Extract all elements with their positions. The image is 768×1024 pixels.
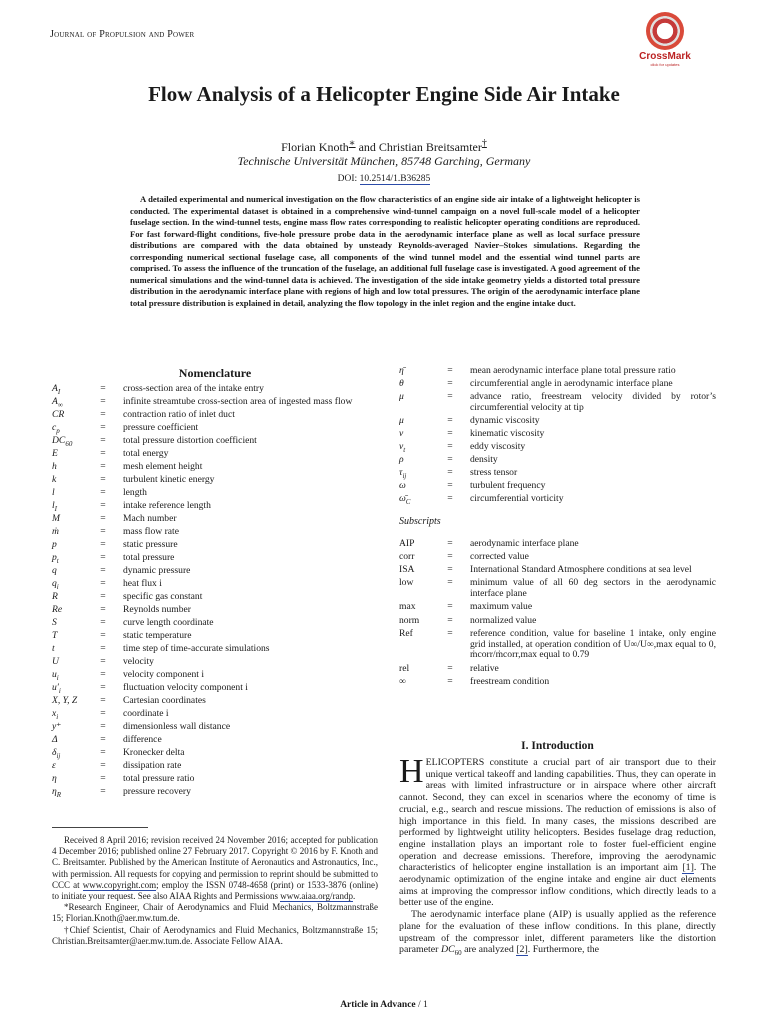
nomenclature-equals: = — [100, 773, 106, 784]
nomenclature-definition: Reynolds number — [123, 604, 191, 615]
doi-line — [0, 174, 768, 184]
nomenclature-equals: = — [100, 591, 106, 602]
footer-label: Article in Advance — [340, 1000, 416, 1010]
author-1: Florian Knoth — [281, 140, 349, 154]
nomenclature-greek-definition: eddy viscosity — [470, 440, 526, 452]
subscripts-heading: Subscripts — [399, 515, 441, 527]
nomenclature-symbol: Re — [52, 604, 63, 615]
subscript-definition: maximum value — [470, 601, 533, 613]
footnote-received — [52, 835, 378, 902]
author-line — [0, 138, 768, 155]
nomenclature-greek-equals: = — [447, 414, 453, 426]
subscript-equals: = — [447, 601, 453, 613]
nomenclature-symbol: $c_p$ — [52, 422, 60, 435]
nomenclature-greek-equals: = — [447, 391, 453, 402]
aiaa-permissions-link[interactable]: www.aiaa.org/randp — [280, 891, 353, 902]
nomenclature-symbol: $u_i$ — [52, 669, 59, 682]
nomenclature-left-column — [52, 384, 378, 814]
paper-title: Flow Analysis of a Helicopter Engine Side Air Intake — [148, 82, 620, 106]
nomenclature-symbol: $\eta_R$ — [52, 786, 62, 799]
nomenclature-greek-definition: kinematic viscosity — [470, 427, 545, 439]
subscript-definition: normalized value — [470, 614, 537, 626]
subscript-equals: = — [447, 675, 453, 687]
nomenclature-equals: = — [100, 721, 106, 732]
nomenclature-definition: length — [123, 487, 147, 498]
nomenclature-greek-equals: = — [447, 427, 453, 439]
nomenclature-greek-equals: = — [447, 453, 453, 465]
nomenclature-symbol: E — [52, 448, 58, 459]
nomenclature-equals: = — [100, 448, 106, 459]
crossmark-badge[interactable] — [632, 12, 698, 70]
nomenclature-definition: pressure recovery — [123, 786, 191, 797]
nomenclature-equals: = — [100, 565, 106, 576]
subscript-symbol: rel — [399, 662, 410, 674]
subscript-symbol: ∞ — [399, 675, 406, 687]
intro-text-2a: The aerodynamic interface plane (AIP) is usually applied as the reference plane for the evaluation of these inflow conditions. In this plane, directly upstream of the compressor inlet, different parameters like the distortion parameter — [399, 909, 716, 956]
nomenclature-greek-symbol: $\omegā_C$ — [399, 492, 411, 506]
nomenclature-symbol: y⁺ — [52, 721, 62, 732]
crossmark-sublabel: click for updates — [650, 62, 680, 67]
nomenclature-equals: = — [100, 422, 106, 433]
nomenclature-greek-definition: circumferential angle in aerodynamic interface plane — [470, 378, 673, 389]
nomenclature-equals: = — [100, 552, 106, 563]
nomenclature-symbol: t — [52, 643, 55, 654]
subscript-definition: aerodynamic interface plane — [470, 537, 579, 549]
doi-label: DOI: — [337, 174, 360, 184]
footnote-author-1: *Research Engineer, Chair of Aerodynamics and Fluid Mechanics, Boltzmannstraße 15; Florian.Knoth@aer.mw.tum.de. — [52, 902, 378, 924]
subscript-definition: International Standard Atmosphere conditions at sea level — [470, 564, 692, 576]
nomenclature-equals: = — [100, 604, 106, 615]
subscript-definition: corrected value — [470, 551, 529, 562]
nomenclature-equals: = — [100, 630, 106, 641]
nomenclature-equals: = — [100, 461, 106, 472]
nomenclature-symbol: $DC_{60}$ — [52, 435, 73, 448]
nomenclature-definition: dissipation rate — [123, 760, 182, 771]
nomenclature-definition: mass flow rate — [123, 526, 179, 537]
nomenclature-symbol: M — [52, 513, 60, 524]
nomenclature-symbol: $x_i$ — [52, 708, 59, 721]
intro-paragraph-2 — [399, 909, 716, 960]
subscript-equals: = — [447, 577, 453, 589]
footnote-author-2: †Chief Scientist, Chair of Aerodynamics and Fluid Mechanics, Boltzmannstraße 15; Christian.Breitsamter@aer.mw.tum.de. Associate Fellow AIAA. — [52, 924, 378, 946]
nomenclature-heading: Nomenclature — [178, 366, 252, 380]
nomenclature-symbol: $A_I$ — [52, 383, 61, 396]
nomenclature-symbol: U — [52, 656, 59, 667]
nomenclature-definition: dimensionless wall distance — [123, 721, 231, 732]
nomenclature-symbol: q — [52, 565, 57, 576]
intro-text-1b: . The aerodynamic optimization of the engine intake and engine air duct elements aims at improving the compressor inflow conditions, which directly leads to a better use of the engine. — [399, 862, 716, 909]
nomenclature-greek-equals: = — [447, 365, 453, 376]
nomenclature-symbol: X, Y, Z — [52, 695, 78, 706]
nomenclature-equals: = — [100, 617, 106, 628]
nomenclature-definition: Mach number — [123, 513, 177, 524]
doi-link[interactable]: 10.2514/1.B36285 — [359, 174, 431, 184]
dc60-subscript: 60 — [454, 949, 462, 958]
author-1-footnote-link[interactable]: ∗ — [348, 138, 356, 149]
subscript-definition: minimum value of all 60 deg sectors in the aerodynamic interface plane — [470, 577, 716, 600]
drop-cap: H — [399, 753, 424, 790]
subscript-definition: freestream condition — [470, 675, 550, 687]
nomenclature-symbol: k — [52, 474, 57, 485]
nomenclature-symbol: R — [52, 591, 58, 602]
nomenclature-greek-symbol: $\nu_t$ — [399, 440, 406, 454]
subscript-symbol: Ref — [399, 627, 413, 639]
subscript-equals: = — [447, 614, 453, 626]
nomenclature-greek-symbol: η̄ — [399, 365, 404, 376]
footnote-received-text-c: . — [352, 891, 356, 902]
nomenclature-greek-equals: = — [447, 440, 453, 452]
intro-text-2b: are analyzed — [461, 944, 517, 956]
nomenclature-symbol: Δ — [52, 734, 58, 745]
footnote-divider — [52, 827, 148, 828]
subscript-symbol: corr — [399, 551, 415, 562]
nomenclature-greek-symbol: μ — [399, 391, 404, 402]
dc60-symbol: DC — [440, 944, 455, 956]
nomenclature-definition: dynamic pressure — [123, 565, 191, 576]
subscript-equals: = — [447, 551, 453, 562]
reference-link-2[interactable]: [2] — [516, 944, 528, 956]
nomenclature-right-column — [399, 366, 716, 736]
author-2: and Christian Breitsamter — [355, 140, 482, 154]
crossmark-label: CrossMark — [639, 51, 691, 62]
nomenclature-equals: = — [100, 487, 106, 498]
nomenclature-definition: velocity — [123, 656, 154, 667]
nomenclature-equals: = — [100, 500, 106, 511]
nomenclature-greek-symbol: ω — [399, 479, 406, 491]
nomenclature-definition: infinite streamtube cross-section area of ingested mass flow — [123, 396, 353, 407]
nomenclature-greek-definition: circumferential vorticity — [470, 492, 564, 504]
nomenclature-symbol: l — [52, 487, 55, 498]
footnotes — [52, 835, 378, 947]
nomenclature-definition: cross-section area of the intake entry — [123, 383, 264, 394]
nomenclature-equals: = — [100, 786, 106, 797]
nomenclature-symbol: $\delta_{ij}$ — [52, 747, 61, 760]
nomenclature-equals: = — [100, 578, 106, 589]
nomenclature-greek-definition: turbulent frequency — [470, 479, 546, 491]
nomenclature-definition: heat flux i — [123, 578, 162, 589]
nomenclature-equals: = — [100, 695, 106, 706]
footnote-received-text-a: Received 8 April 2016; revision received 24 November 2016; accepted for publication 4 December 2016; published online 27 February 2017. Copyright © 2016 by F. Knoth and C. Breitsamter. Published by the American Institute of Aeronautics and Astronautics, Inc., with permission. All requests for copying and permission to reprint should be submitted to CCC at — [52, 835, 378, 890]
page-number: 1 — [423, 1000, 428, 1010]
introduction-body — [399, 753, 716, 960]
nomenclature-symbol: h — [52, 461, 57, 472]
affiliation: Technische Universität München, 85748 Garching, Germany — [237, 154, 531, 168]
nomenclature-symbol: CR — [52, 409, 65, 420]
nomenclature-definition: pressure coefficient — [123, 422, 199, 433]
nomenclature-equals: = — [100, 396, 106, 407]
reference-link-1[interactable]: [1] — [682, 862, 694, 874]
subscript-equals: = — [447, 627, 453, 639]
nomenclature-equals: = — [100, 760, 106, 771]
subscript-equals: = — [447, 662, 453, 674]
page-footer — [0, 1000, 768, 1010]
nomenclature-definition: turbulent kinetic energy — [123, 474, 215, 485]
nomenclature-definition: coordinate i — [123, 708, 169, 719]
nomenclature-definition: time step of time-accurate simulations — [123, 643, 270, 654]
subscript-symbol: low — [399, 577, 414, 589]
nomenclature-equals: = — [100, 708, 106, 719]
nomenclature-greek-symbol: $\tau_{ij}$ — [399, 466, 407, 480]
nomenclature-greek-definition: dynamic viscosity — [470, 414, 540, 426]
nomenclature-symbol: $A_\infty$ — [52, 396, 63, 409]
nomenclature-equals: = — [100, 734, 106, 745]
journal-name: Journal of Propulsion and Power — [50, 29, 195, 40]
nomenclature-equals: = — [100, 656, 106, 667]
nomenclature-greek-equals: = — [447, 378, 453, 389]
nomenclature-definition: total pressure distortion coefficient — [123, 435, 257, 446]
footer-separator: / — [418, 1000, 421, 1010]
nomenclature-equals: = — [100, 669, 106, 680]
nomenclature-greek-definition: stress tensor — [470, 466, 518, 478]
nomenclature-symbol: p — [52, 539, 57, 550]
copyright-link[interactable]: www.copyright.com — [82, 879, 157, 890]
section-heading-introduction: I. Introduction — [521, 740, 594, 752]
nomenclature-equals: = — [100, 526, 106, 537]
nomenclature-definition: intake reference length — [123, 500, 211, 511]
nomenclature-definition: Kronecker delta — [123, 747, 185, 758]
nomenclature-symbol: $l_I$ — [52, 500, 58, 513]
subscript-symbol: ISA — [399, 564, 415, 576]
nomenclature-greek-symbol: ν — [399, 427, 404, 439]
intro-lead-word: ELICOPTERS — [425, 757, 485, 768]
nomenclature-greek-symbol: θ — [399, 378, 404, 389]
nomenclature-symbol: $q_i$ — [52, 578, 59, 591]
nomenclature-equals: = — [100, 682, 106, 693]
footnote-received-text-b: ; employ the ISSN 0748-4658 (print) or 1533-3876 (online) to initiate your request. See also AIAA Rights and Permissions — [52, 879, 378, 902]
intro-text-2c: . Furthermore, the — [527, 944, 600, 956]
nomenclature-definition: difference — [123, 734, 162, 745]
nomenclature-definition: total pressure ratio — [123, 773, 195, 784]
nomenclature-equals: = — [100, 539, 106, 550]
nomenclature-greek-equals: = — [447, 492, 453, 504]
intro-paragraph-1 — [399, 753, 716, 909]
nomenclature-equals: = — [100, 513, 106, 524]
nomenclature-definition: contraction ratio of inlet duct — [123, 409, 235, 420]
nomenclature-definition: specific gas constant — [123, 591, 203, 602]
nomenclature-definition: mesh element height — [123, 461, 203, 472]
nomenclature-greek-equals: = — [447, 466, 453, 478]
subscript-symbol: max — [399, 601, 416, 613]
nomenclature-symbol: $p_t$ — [52, 552, 59, 565]
nomenclature-definition: velocity component i — [123, 669, 204, 680]
nomenclature-equals: = — [100, 643, 106, 654]
nomenclature-greek-equals: = — [447, 479, 453, 491]
nomenclature-definition: fluctuation velocity component i — [123, 682, 248, 693]
nomenclature-definition: total pressure — [123, 552, 175, 563]
subscript-equals: = — [447, 564, 453, 576]
nomenclature-definition: curve length coordinate — [123, 617, 214, 628]
abstract: A detailed experimental and numerical investigation on the flow characteristics of an engine side air intake of a lightweight helicopter is conducted. The experimental dataset is obtained in a comprehensive wind-tunnel campaign on a novel full-scale model of a helicopter fuselage section. In the wind-tunnel tests, engine mass flow rates corresponding to realistic helicopter operating conditions are reproduced. For fast forward-flight conditions, five-hole pressure probe data in the aerodynamic interface plane as well as local surface pressure distributions are compared with the data obtained by unsteady Reynolds-averaged Navier–Stokes simulations. Regarding the corresponding numerical sectional fuselage case, all components of the wind tunnel model and the essential wind tunnel parts are comprised. To assess the influence of the truncation of the fuselage, an additional full fuselage case is investigated. A good agreement of the numerical simulations and the wind-tunnel data is achieved. The investigation of the side intake geometry yields a distorted total pressure distribution in the aerodynamic interface plane with regions of high and low total pressures. The origin of the aerodynamic interface plane total pressure distribution is explained in detail, analyzing the flow topology in the inlet region and the engine intake duct. — [130, 194, 640, 308]
nomenclature-definition: total energy — [123, 448, 169, 459]
nomenclature-greek-definition: density — [470, 453, 498, 465]
nomenclature-greek-symbol: ρ — [399, 453, 404, 465]
nomenclature-symbol: $u'_i$ — [52, 682, 61, 695]
nomenclature-definition: static pressure — [123, 539, 178, 550]
nomenclature-symbol: T — [52, 630, 58, 641]
intro-text-1a: constitute a crucial part of air transport due to their unique vertical takeoff and landing capabilities. Thus, they can operate in areas with limited infrastructure or in airspace where other aircraft cannot. Second, they can excel in scenarios where the economy of time is crucial, e.g., search and rescue missions. The reduction of emissions is also of high importance in this field. In many cases, the missions described are performed by lightweight utility helicopters. Besides fuselage drag reduction, engine installation plays an important role to foster fuel-efficient engine operation and decrease emissions. Therefore, improving the aerodynamic characteristics of helicopter engine installation is an important aim — [399, 757, 716, 874]
author-2-footnote-link[interactable]: † — [481, 138, 487, 149]
nomenclature-equals: = — [100, 383, 106, 394]
nomenclature-symbol: ε — [52, 760, 56, 771]
nomenclature-greek-definition: advance ratio, freestream velocity divided by rotor’s circumferential velocity at tip — [470, 391, 716, 413]
subscript-definition: reference condition, value for baseline 1 intake, only engine grid installed, at operation condition of U∞/U∞,max equal to 0, ṁcorr/ṁcorr,max equal to 0.79 — [470, 627, 716, 661]
subscript-definition: relative — [470, 662, 499, 674]
subscript-symbol: norm — [399, 614, 420, 626]
nomenclature-definition: Cartesian coordinates — [123, 695, 206, 706]
nomenclature-symbol: ṁ — [52, 526, 59, 537]
nomenclature-equals: = — [100, 435, 106, 446]
nomenclature-equals: = — [100, 747, 106, 758]
nomenclature-symbol: η — [52, 773, 57, 784]
nomenclature-equals: = — [100, 409, 106, 420]
nomenclature-equals: = — [100, 474, 106, 485]
nomenclature-greek-symbol: μ — [399, 414, 404, 426]
nomenclature-greek-definition: mean aerodynamic interface plane total pressure ratio — [470, 365, 676, 376]
subscript-equals: = — [447, 537, 453, 549]
crossmark-icon — [646, 12, 684, 50]
nomenclature-definition: static temperature — [123, 630, 192, 641]
subscript-symbol: AIP — [399, 537, 415, 549]
nomenclature-symbol: S — [52, 617, 57, 628]
